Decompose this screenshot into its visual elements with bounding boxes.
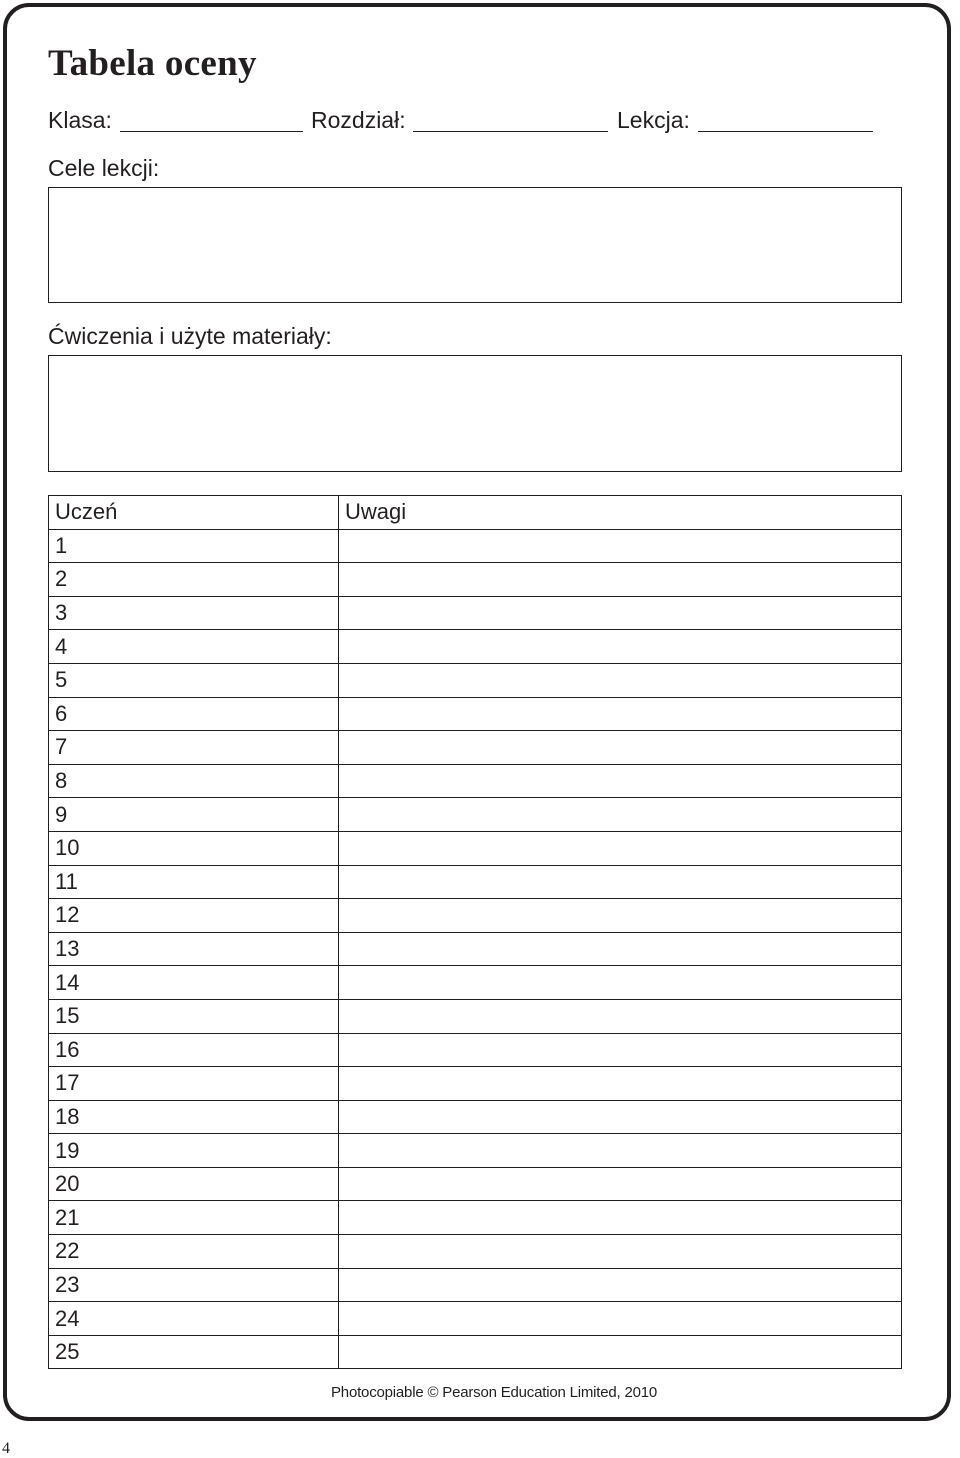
lesson-info-line xyxy=(48,106,928,136)
student-number-cell: 17 xyxy=(49,1067,339,1101)
notes-cell[interactable] xyxy=(339,865,902,899)
notes-cell[interactable] xyxy=(339,630,902,664)
notes-cell[interactable] xyxy=(339,899,902,933)
student-number-cell: 15 xyxy=(49,999,339,1033)
table-row xyxy=(49,1302,902,1336)
notes-cell[interactable] xyxy=(339,966,902,1000)
table-row xyxy=(49,1033,902,1067)
student-number-cell: 9 xyxy=(49,798,339,832)
grades-table xyxy=(48,495,902,1369)
table-row xyxy=(49,764,902,798)
page-title: Tabela oceny xyxy=(48,43,257,84)
table-row xyxy=(49,596,902,630)
notes-cell[interactable] xyxy=(339,596,902,630)
student-number-cell: 6 xyxy=(49,697,339,731)
notes-cell[interactable] xyxy=(339,563,902,597)
student-number-cell: 18 xyxy=(49,1100,339,1134)
student-number-cell: 3 xyxy=(49,596,339,630)
notes-cell[interactable] xyxy=(339,697,902,731)
goals-label: Cele lekcji: xyxy=(48,155,160,181)
table-row xyxy=(49,1134,902,1168)
table-row xyxy=(49,731,902,765)
table-row xyxy=(49,1235,902,1269)
notes-cell[interactable] xyxy=(339,999,902,1033)
table-row xyxy=(49,865,902,899)
notes-cell[interactable] xyxy=(339,831,902,865)
notes-cell[interactable] xyxy=(339,663,902,697)
table-row xyxy=(49,831,902,865)
notes-column-header: Uwagi xyxy=(339,496,902,530)
notes-cell[interactable] xyxy=(339,764,902,798)
notes-cell[interactable] xyxy=(339,1134,902,1168)
copyright-footer: Photocopiable © Pearson Education Limited, 2010 xyxy=(331,1384,658,1401)
goals-box[interactable] xyxy=(48,187,902,303)
table-row xyxy=(49,529,902,563)
student-number-cell: 25 xyxy=(49,1335,339,1369)
table-row xyxy=(49,663,902,697)
table-row xyxy=(49,1067,902,1101)
materials-label: Ćwiczenia i użyte materiały: xyxy=(48,323,332,349)
table-row xyxy=(49,1268,902,1302)
notes-cell[interactable] xyxy=(339,529,902,563)
notes-cell[interactable] xyxy=(339,1268,902,1302)
student-number-cell: 19 xyxy=(49,1134,339,1168)
notes-cell[interactable] xyxy=(339,1167,902,1201)
student-number-cell: 22 xyxy=(49,1235,339,1269)
notes-cell[interactable] xyxy=(339,1067,902,1101)
class-label: Klasa: xyxy=(48,107,112,133)
student-number-cell: 13 xyxy=(49,932,339,966)
page-number: 4 xyxy=(2,1440,10,1457)
notes-cell[interactable] xyxy=(339,1302,902,1336)
student-number-cell: 1 xyxy=(49,529,339,563)
materials-box[interactable] xyxy=(48,355,902,472)
student-number-cell: 2 xyxy=(49,563,339,597)
student-number-cell: 16 xyxy=(49,1033,339,1067)
notes-cell[interactable] xyxy=(339,798,902,832)
student-column-header: Uczeń xyxy=(49,496,339,530)
notes-cell[interactable] xyxy=(339,932,902,966)
table-row xyxy=(49,966,902,1000)
student-number-cell: 23 xyxy=(49,1268,339,1302)
notes-cell[interactable] xyxy=(339,1033,902,1067)
student-number-cell: 8 xyxy=(49,764,339,798)
table-row xyxy=(49,630,902,664)
table-row xyxy=(49,1100,902,1134)
student-number-cell: 10 xyxy=(49,831,339,865)
chapter-field[interactable] xyxy=(413,131,608,132)
student-number-cell: 4 xyxy=(49,630,339,664)
notes-cell[interactable] xyxy=(339,1235,902,1269)
table-row xyxy=(49,1201,902,1235)
table-row xyxy=(49,932,902,966)
table-row xyxy=(49,1335,902,1369)
table-row xyxy=(49,1167,902,1201)
student-number-cell: 21 xyxy=(49,1201,339,1235)
lesson-label: Lekcja: xyxy=(617,107,690,133)
lesson-field[interactable] xyxy=(698,131,873,132)
student-number-cell: 5 xyxy=(49,663,339,697)
table-row xyxy=(49,697,902,731)
chapter-label: Rozdział: xyxy=(311,107,406,133)
student-number-cell: 7 xyxy=(49,731,339,765)
notes-cell[interactable] xyxy=(339,1335,902,1369)
notes-cell[interactable] xyxy=(339,731,902,765)
class-field[interactable] xyxy=(120,131,303,132)
table-header-row xyxy=(49,496,902,530)
student-number-cell: 11 xyxy=(49,865,339,899)
table-row xyxy=(49,563,902,597)
student-number-cell: 24 xyxy=(49,1302,339,1336)
student-number-cell: 20 xyxy=(49,1167,339,1201)
notes-cell[interactable] xyxy=(339,1201,902,1235)
table-row xyxy=(49,999,902,1033)
student-number-cell: 14 xyxy=(49,966,339,1000)
table-row xyxy=(49,798,902,832)
notes-cell[interactable] xyxy=(339,1100,902,1134)
student-number-cell: 12 xyxy=(49,899,339,933)
table-row xyxy=(49,899,902,933)
